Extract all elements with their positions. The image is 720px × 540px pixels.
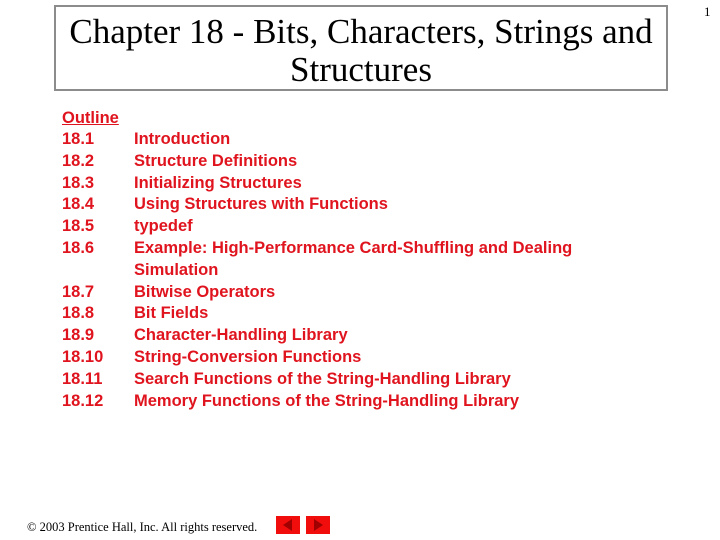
next-slide-button[interactable]: [306, 516, 330, 534]
page-number: 1: [704, 4, 711, 19]
outline-item-number: 18.1: [62, 130, 95, 148]
outline-item-number: 18.10: [62, 347, 104, 366]
outline-heading: Outline: [62, 109, 119, 127]
outline-item: [62, 173, 634, 195]
previous-slide-button[interactable]: [276, 516, 300, 534]
outline-item-number: 18.11: [62, 369, 103, 388]
outline-item-text: Example: High-Performance Card-Shuffling and Dealing Simulation: [134, 238, 573, 279]
outline-item: [62, 282, 634, 304]
outline-item: [62, 369, 634, 391]
outline-item: [62, 129, 634, 151]
outline-item-text: Structure Definitions: [134, 151, 298, 170]
outline-item: [62, 238, 634, 282]
outline-item-text: Memory Functions of the String-Handling Library: [134, 391, 520, 410]
outline-item: [62, 216, 634, 238]
slide-title: Chapter 18 - Bits, Characters, Strings and Structures: [69, 12, 653, 89]
outline-item-number: 18.5: [62, 217, 95, 236]
outline-item: [62, 347, 634, 369]
outline-item: [62, 325, 634, 347]
outline-item-text: Bit Fields: [134, 304, 209, 323]
triangle-right-icon: [306, 516, 330, 534]
outline-item: [62, 151, 634, 173]
outline-item-text: Character-Handling Library: [134, 326, 348, 345]
outline-item-text: Using Structures with Functions: [134, 195, 388, 214]
outline-item-number: 18.3: [62, 173, 95, 192]
outline-item-number: 18.7: [62, 282, 95, 301]
outline-item-text: Search Functions of the String-Handling Library: [134, 369, 511, 388]
outline-item-text: Initializing Structures: [134, 173, 302, 192]
copyright-footer: © 2003 Prentice Hall, Inc. All rights reserved.: [27, 520, 258, 534]
outline-item-text: Bitwise Operators: [134, 282, 276, 301]
outline-item-text: typedef: [134, 217, 193, 236]
outline-item-number: 18.12: [62, 391, 104, 410]
outline-item-text: String-Conversion Functions: [134, 347, 362, 366]
outline-item: [62, 391, 634, 413]
outline-item-number: 18.6: [62, 238, 95, 257]
outline-list: [62, 129, 634, 412]
triangle-left-icon: [276, 516, 300, 534]
outline: [62, 107, 634, 412]
title-box: [54, 5, 668, 91]
outline-item: [62, 303, 634, 325]
outline-item-number: 18.9: [62, 326, 95, 345]
outline-item: [62, 194, 634, 216]
outline-item-text: Introduction: [134, 130, 231, 148]
outline-item-number: 18.4: [62, 195, 95, 214]
outline-item-number: 18.8: [62, 304, 95, 323]
outline-item-number: 18.2: [62, 151, 95, 170]
